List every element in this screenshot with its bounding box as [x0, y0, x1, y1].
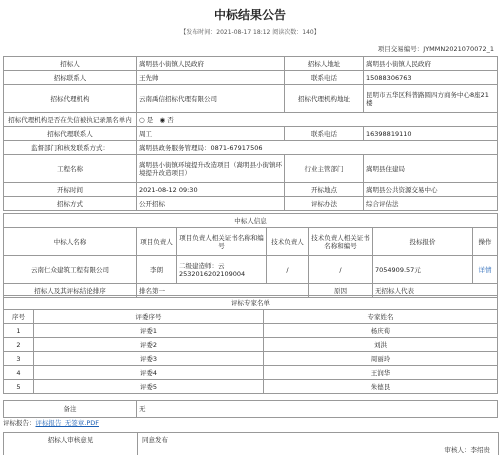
value-project-name: 嵩明县小街镇环境提升改造项目（嵩明县小街镇环境提升改造项目）: [137, 155, 285, 183]
label-reason: 原因: [309, 284, 373, 298]
publish-meta: 【发布时间：2021-08-17 18:12 阅读次数：140】: [180, 29, 320, 36]
value-supervision: 嵩明县政务服务管理局：0871-67917506: [137, 141, 498, 155]
value-authority: 嵩明县住建局: [364, 155, 498, 183]
signoff-opinion: 同意发布: [142, 436, 168, 444]
expert-no: 3: [4, 352, 34, 366]
value-open-place: 嵩明县公共资源交易中心: [364, 183, 498, 197]
col-expert: 专家姓名: [264, 310, 498, 324]
blacklist-options: [137, 113, 498, 127]
table-row: [4, 141, 498, 155]
table-row: [4, 85, 498, 113]
value-contact: 王先帅: [137, 71, 285, 85]
table-row: [4, 155, 498, 183]
value-phone: 15088306763: [364, 71, 498, 85]
label-ranking: 招标人及其评标结论排序: [4, 284, 137, 298]
value-open-time: 2021-08-12 09:30: [137, 183, 285, 197]
attachment-line: [3, 418, 99, 427]
committee-section-title: 评标专家名单: [4, 296, 498, 310]
label-eval: 评标办法: [285, 197, 364, 211]
expert-name: 朱德艮: [264, 380, 498, 394]
table-row: [4, 338, 498, 352]
winner-tech-cert: /: [309, 256, 373, 284]
signoff-reviewer: 审核人：李绍贵: [444, 446, 490, 454]
table-row: [4, 366, 498, 380]
attachment-link[interactable]: 评标报告_无签章.PDF: [35, 419, 99, 427]
col-tech-cert: 技术负责人相关证书名称和编号: [309, 228, 373, 256]
col-winner-name: 中标人名称: [4, 228, 137, 256]
expert-seq: 评委5: [34, 380, 264, 394]
label-open-place: 开标地点: [285, 183, 364, 197]
table-row: [4, 296, 498, 310]
radio-yes[interactable]: ○: [139, 115, 145, 124]
info-table: [3, 56, 498, 211]
expert-name: 王润华: [264, 366, 498, 380]
expert-name: 周丽玲: [264, 352, 498, 366]
label-project-name: 工程名称: [4, 155, 137, 183]
value-agency: 云南禹信招标代理有限公司: [137, 85, 285, 113]
project-number: 项目交易编号：JYMMN2021070072_1: [377, 45, 494, 53]
table-row: [4, 352, 498, 366]
label-tenderer-address: 招标人地址: [285, 57, 364, 71]
table-row: [4, 256, 498, 284]
value-tenderer: 嵩明县小街镇人民政府: [137, 57, 285, 71]
label-remark: 备注: [4, 401, 137, 418]
attachment-label: 评标报告：: [3, 419, 36, 427]
table-row: [4, 380, 498, 394]
value-ranking: 排名第一: [137, 284, 309, 298]
winner-price: 7054909.57元: [373, 256, 473, 284]
radio-no-label: 否: [167, 115, 174, 124]
winner-pm: 李朗: [137, 256, 177, 284]
expert-no: 4: [4, 366, 34, 380]
table-row: [4, 197, 498, 211]
value-method: 公开招标: [137, 197, 285, 211]
table-row: [4, 401, 498, 418]
expert-name: 杨庆荀: [264, 324, 498, 338]
remark-table: [3, 400, 498, 418]
table-row: [4, 324, 498, 338]
expert-seq: 评委3: [34, 352, 264, 366]
col-price: 投标报价: [373, 228, 473, 256]
label-blacklist: 招标代理机构是否在失信被执记录黑名单内: [4, 113, 137, 127]
label-agency-address: 招标代理机构地址: [285, 85, 364, 113]
value-reason: 无招标人代表: [373, 284, 498, 298]
radio-yes-label: 是: [146, 115, 154, 124]
expert-no: 2: [4, 338, 34, 352]
winner-section-title: 中标人信息: [4, 214, 498, 228]
label-agency: 招标代理机构: [4, 85, 137, 113]
label-open-time: 开标时间: [4, 183, 137, 197]
table-row: [4, 183, 498, 197]
radio-no[interactable]: ◉: [159, 115, 166, 124]
expert-seq: 评委4: [34, 366, 264, 380]
details-link[interactable]: 详情: [473, 256, 498, 284]
winner-tech: /: [267, 256, 309, 284]
table-row: [4, 310, 498, 324]
label-agency-contact: 招标代理联系人: [4, 127, 137, 141]
label-agency-phone: 联系电话: [285, 127, 364, 141]
label-method: 招标方式: [4, 197, 137, 211]
value-agency-phone: 16398819110: [364, 127, 498, 141]
winner-cert: 二级建造师：云2532016202109004: [177, 256, 267, 284]
label-authority: 行业主管部门: [285, 155, 364, 183]
col-pm-cert: 项目负责人相关证书名称和编号: [177, 228, 267, 256]
expert-name: 刘洪: [264, 338, 498, 352]
value-tenderer-address: 嵩明县小街镇人民政府: [364, 57, 498, 71]
table-row: [4, 127, 498, 141]
expert-seq: 评委1: [34, 324, 264, 338]
label-supervision: 监督部门和核发联系方式：: [4, 141, 137, 155]
label-phone: 联系电话: [285, 71, 364, 85]
signoff-box: [3, 432, 499, 455]
committee-table: [3, 295, 498, 394]
expert-no: 5: [4, 380, 34, 394]
table-row: [4, 57, 498, 71]
page-title: 中标结果公告: [213, 8, 286, 22]
table-row: [4, 71, 498, 85]
value-agency-contact: 周工: [137, 127, 285, 141]
col-tech: 技术负责人: [267, 228, 309, 256]
table-row: [4, 214, 498, 228]
winner-table: [3, 213, 498, 298]
col-seq: 评委序号: [34, 310, 264, 324]
col-pm: 项目负责人: [137, 228, 177, 256]
table-row: [4, 113, 498, 127]
expert-no: 1: [4, 324, 34, 338]
expert-seq: 评委2: [34, 338, 264, 352]
label-tenderer: 招标人: [4, 57, 137, 71]
winner-name: 云南仁众建筑工程有限公司: [4, 256, 137, 284]
table-row: [4, 228, 498, 256]
col-action: 操作: [473, 228, 498, 256]
col-no: 序号: [4, 310, 34, 324]
label-contact: 招标联系人: [4, 71, 137, 85]
value-agency-address: 昆明市五华区科普路圆四方商务中心8座21楼: [364, 85, 498, 113]
signoff-label: 招标人审核意见: [4, 433, 138, 455]
value-eval: 综合评估法: [364, 197, 498, 211]
value-remark: 无: [137, 401, 498, 418]
